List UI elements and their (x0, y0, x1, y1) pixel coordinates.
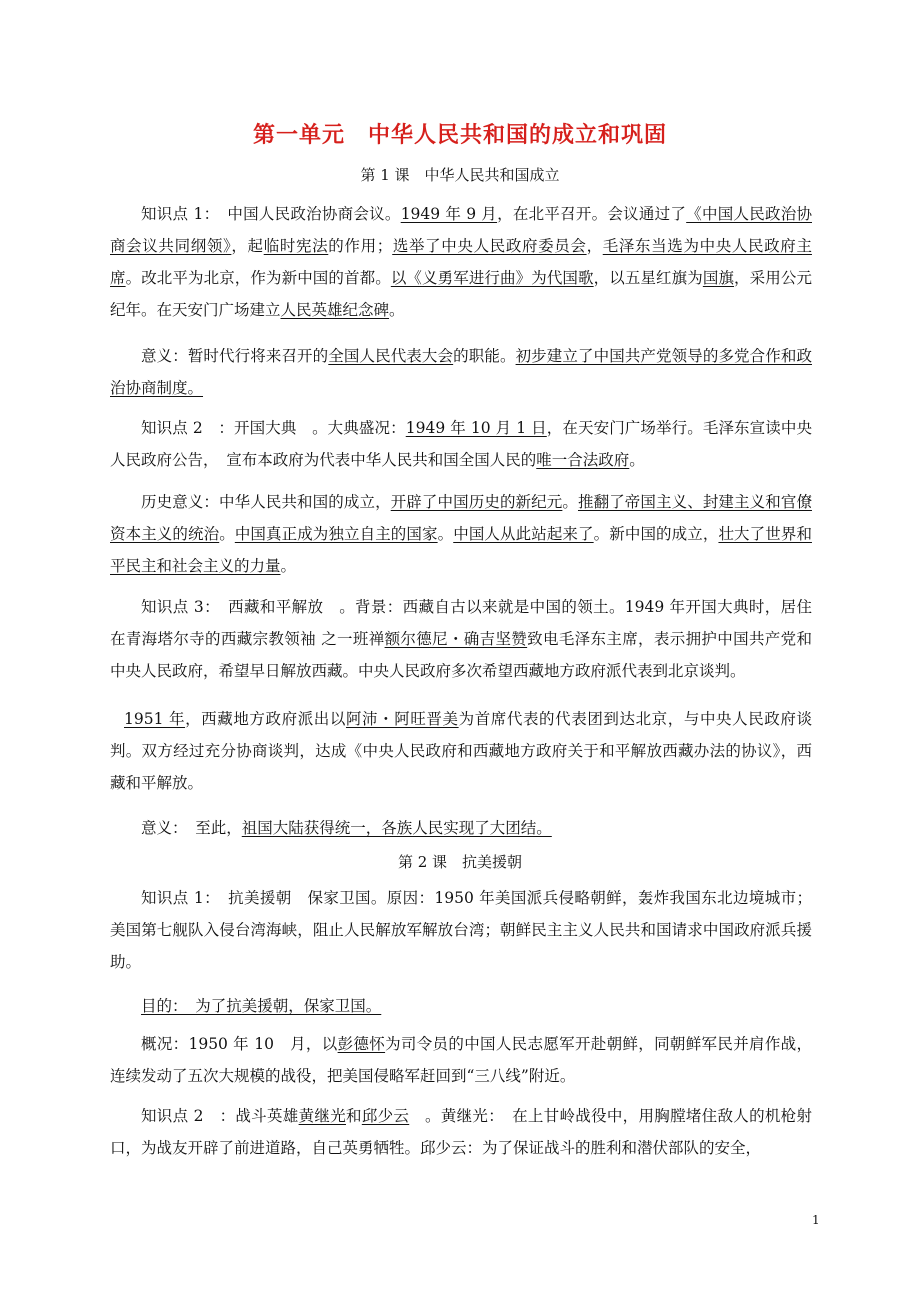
lesson-2-heading: 第 2 课 抗美援朝 (397, 853, 523, 871)
page-number: 1 (812, 1213, 820, 1227)
significance-3: 意义： 至此，祖国大陆获得统一，各族人民实现了大团结。 (141, 819, 552, 837)
significance-1: 意义：暂时代行将来召开的全国人民代表大会的职能。初步建立了中国共产党领导的多党合作和政治协商制度。 (110, 347, 812, 397)
knowledge-point-2-1: 知识点 1： 抗美援朝 保家卫国。原因：1950 年美国派兵侵略朝鲜，轰炸我国东北边境城市；美国第七舰队入侵台湾海峡，阻止人民解放军解放台湾；朝鲜民主主义人民共和国请求中国政府派兵援助。 (110, 889, 812, 971)
unit-title: 第一单元 中华人民共和国的成立和巩固 (252, 122, 667, 148)
overview: 概况：1950 年 10 月，以彭德怀为司令员的中国人民志愿军开赴朝鲜，同朝鲜军民并肩作战，连续发动了五次大规模的战役，把美国侵略军赶回到“三八线”附近。 (110, 1035, 812, 1085)
knowledge-point-1: 知识点 1： 中国人民政治协商会议。1949 年 9 月，在北平召开。会议通过了《中国人民政治协商会议共同纲领》，起临时宪法的作用；选举了中央人民政府委员会，毛泽东当选为中央人民政府主席。改北平为北京，作为新中国的首都。以《义勇军进行曲》为代国歌，以五星红旗为国旗，采用公元纪年。在天安门广场建立人民英雄纪念碑。 (110, 205, 812, 319)
purpose: 目的： 为了抗美援朝，保家卫国。 (141, 997, 382, 1015)
knowledge-point-2: 知识点 2 ：开国大典 。大典盛况：1949 年 10 月 1 日，在天安门广场举行。毛泽东宣读中央人民政府公告， 宣布本政府为代表中华人民共和国全国人民的唯一合法政府。 (110, 419, 812, 469)
tibet-negotiation: 1951 年，西藏地方政府派出以阿沛・阿旺晋美为首席代表的代表团到达北京，与中央人民政府谈判。双方经过充分协商谈判，达成《中央人民政府和西藏地方政府关于和平解放西藏办法的协议》，西藏和平解放。 (110, 710, 812, 792)
lesson-1-heading: 第 1 课 中华人民共和国成立 (360, 166, 560, 184)
historical-significance: 历史意义：中华人民共和国的成立，开辟了中国历史的新纪元。推翻了帝国主义、封建主义和官僚资本主义的统治。中国真正成为独立自主的国家。中国人从此站起来了。新中国的成立，壮大了世界和平民主和社会主义的力量。 (110, 493, 812, 575)
knowledge-point-3: 知识点 3： 西藏和平解放 。背景：西藏自古以来就是中国的领土。1949 年开国大典时，居住在青海塔尔寺的西藏宗教领袖 之一班禅额尔德尼・确吉坚赞致电毛泽东主席，表示拥护中国共产党和中央人民政府，希望早日解放西藏。中央人民政府多次希望西藏地方政府派代表到北京谈判。 (110, 598, 812, 680)
knowledge-point-2-2: 知识点 2 ：战斗英雄黄继光和邱少云 。黄继光： 在上甘岭战役中，用胸膛堵住敌人的机枪射口，为战友开辟了前进道路，自己英勇牺牲。邱少云：为了保证战斗的胜利和潜伏部队的安全， (110, 1107, 812, 1157)
